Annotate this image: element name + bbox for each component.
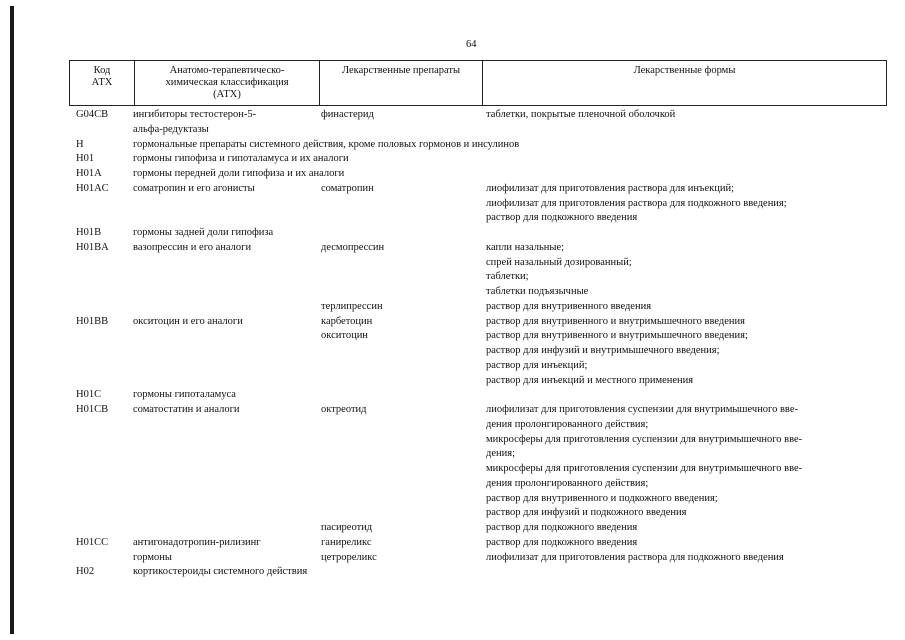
row-atc: кортикостероиды системного действия <box>133 566 308 578</box>
header-atc: Анатомо-терапевтическо- химическая классификация (АТХ) <box>165 65 289 100</box>
row-form: дения; <box>486 448 515 460</box>
table-row <box>0 550 905 565</box>
row-form: микросферы для приготовления суспензии для внутримышечного вве- <box>486 433 803 445</box>
header-drugs: Лекарственные препараты <box>341 65 461 76</box>
table-row <box>0 520 905 535</box>
row-form: таблетки; <box>486 271 529 283</box>
table-row <box>0 564 905 579</box>
row-atc: гормоны гипоталамуса <box>133 389 236 401</box>
table-row <box>0 417 905 432</box>
row-code: G04CB <box>76 109 109 120</box>
row-atc: гормоны задней доли гипофиза <box>133 227 274 238</box>
row-form: лиофилизат для приготовления суспензии для внутримышечного вве- <box>486 404 798 415</box>
row-form: раствор для инъекций; <box>486 359 588 371</box>
row-atc: антигонадотропин-рилизинг <box>133 536 261 548</box>
table-row <box>0 137 905 152</box>
table-row <box>0 373 905 388</box>
table-row <box>0 181 905 196</box>
row-atc: ингибиторы тестостерон-5- <box>133 109 257 120</box>
row-drug: цетрореликс <box>321 551 377 563</box>
row-code: H01CC <box>76 536 109 548</box>
row-form: таблетки, покрытые пленочной оболочкой <box>486 109 676 120</box>
table-row <box>0 432 905 447</box>
row-atc: гормоны гипофиза и гипоталамуса и их аналоги <box>133 153 349 165</box>
row-code: H <box>76 138 84 150</box>
table-row <box>0 225 905 240</box>
row-form: капли назальные; <box>486 241 565 253</box>
table-row <box>0 476 905 491</box>
row-code: H01BA <box>76 241 109 253</box>
row-form: микросферы для приготовления суспензии для внутримышечного вве- <box>486 463 803 474</box>
table-row <box>0 491 905 506</box>
row-atc: окситоцин и его аналоги <box>133 315 243 327</box>
table-row <box>0 166 905 181</box>
row-drug: октреотид <box>321 404 367 415</box>
row-drug: пасиреотид <box>321 522 373 533</box>
row-drug: десмопрессин <box>321 241 385 253</box>
row-form: раствор для подкожного введения <box>486 522 638 533</box>
row-code: H02 <box>76 566 95 578</box>
table-header <box>69 60 887 106</box>
table-row <box>0 284 905 299</box>
table-row <box>0 255 905 270</box>
row-atc: соматропин и его агонисты <box>133 182 255 194</box>
row-drug: соматропин <box>321 182 374 194</box>
row-drug: карбетоцин <box>321 315 373 327</box>
row-atc: гормональные препараты системного действия, кроме половых гормонов и инсулинов <box>133 138 520 150</box>
row-code: H01 <box>76 153 95 165</box>
row-form: раствор для внутривенного и подкожного введения; <box>486 492 718 504</box>
row-form: раствор для подкожного введения <box>486 212 638 224</box>
row-form: раствор для внутривенного введения <box>486 300 652 312</box>
row-form: лиофилизат для приготовления раствора для подкожного введения <box>486 551 784 563</box>
row-atc: вазопрессин и его аналоги <box>133 241 252 253</box>
row-code: H01CB <box>76 404 109 415</box>
row-form: лиофилизат для приготовления раствора для подкожного введения; <box>486 197 787 209</box>
table-row <box>0 240 905 255</box>
row-form: раствор для инъекций и местного применения <box>486 374 694 386</box>
row-form: раствор для подкожного введения <box>486 536 638 548</box>
row-atc: гормоны <box>133 551 172 563</box>
table-row <box>0 151 905 166</box>
table-row <box>0 328 905 343</box>
row-atc: соматостатин и аналоги <box>133 404 240 415</box>
table-row <box>0 343 905 358</box>
table-row <box>0 535 905 550</box>
row-drug: окситоцин <box>321 330 368 342</box>
row-atc: альфа-редуктазы <box>133 123 209 135</box>
table-row <box>0 314 905 329</box>
row-drug: терлипрессин <box>321 300 383 312</box>
row-atc: гормоны передней доли гипофиза и их аналоги <box>133 168 345 179</box>
row-code: H01AC <box>76 182 109 194</box>
table-row <box>0 461 905 476</box>
row-code: H01A <box>76 168 102 179</box>
table-row <box>0 387 905 402</box>
row-form: раствор для инфузий и внутримышечного введения; <box>486 345 720 356</box>
row-form: спрей назальный дозированный; <box>486 256 632 268</box>
row-form: таблетки подъязычные <box>486 286 589 297</box>
table-row <box>0 299 905 314</box>
row-code: H01BB <box>76 315 109 327</box>
row-form: раствор для внутривенного и внутримышечного введения; <box>486 330 748 342</box>
row-form: дения пролонгированного действия; <box>486 477 649 489</box>
header-forms: Лекарственные формы <box>633 65 736 76</box>
table-row <box>0 402 905 417</box>
table-row <box>0 122 905 137</box>
row-drug: ганиреликс <box>321 536 372 548</box>
row-form: раствор для внутривенного и внутримышечного введения <box>486 315 745 327</box>
row-form: дения пролонгированного действия; <box>486 418 649 430</box>
header-code: Код АТХ <box>91 65 113 88</box>
row-code: H01C <box>76 389 102 401</box>
table-row <box>0 210 905 225</box>
row-form: лиофилизат для приготовления раствора для инъекций; <box>486 182 735 194</box>
page-number: 64 <box>466 39 477 50</box>
table-row <box>0 196 905 211</box>
row-form: раствор для инфузий и подкожного введения <box>486 507 687 519</box>
table-row <box>0 446 905 461</box>
table-row <box>0 358 905 373</box>
row-drug: финастерид <box>321 109 374 120</box>
row-code: H01B <box>76 227 102 238</box>
table-row <box>0 505 905 520</box>
table-row <box>0 269 905 284</box>
table-row <box>0 107 905 122</box>
